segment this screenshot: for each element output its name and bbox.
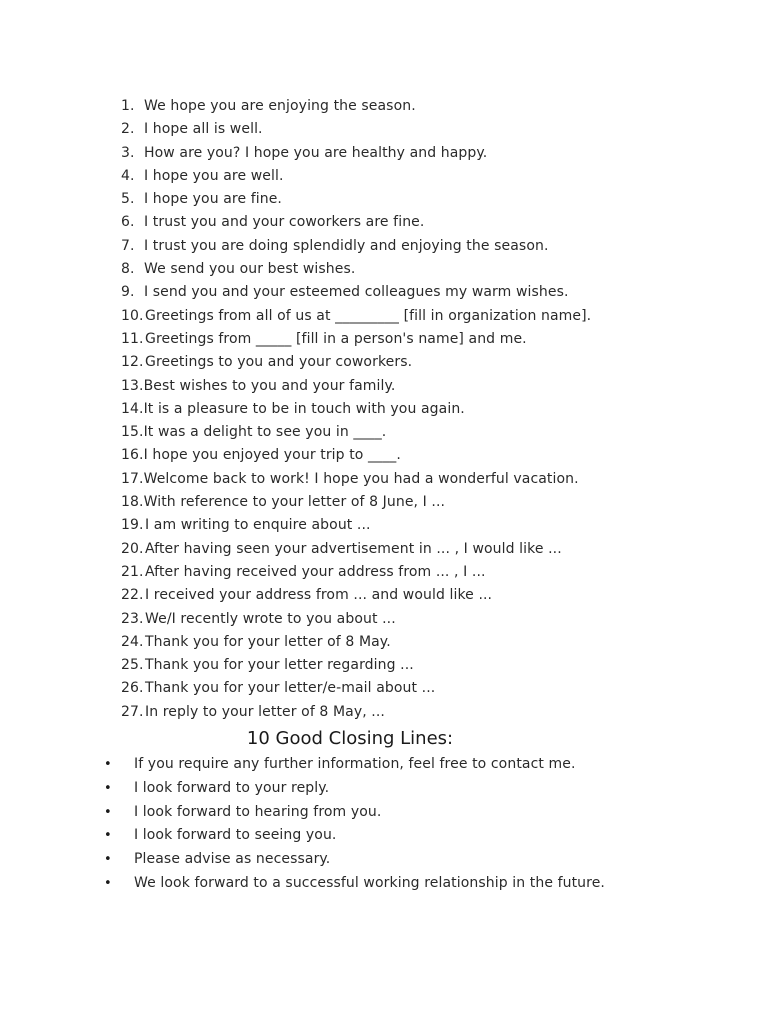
item-text: Best wishes to you and your family. [143, 377, 396, 394]
item-text: Thank you for your letter of 8 May. [145, 633, 391, 650]
item-number: 20. [121, 540, 144, 557]
item-text: I hope you are well. [144, 167, 284, 184]
opening-lines-list [121, 95, 741, 724]
item-text: If you require any further information, feel free to contact me. [134, 756, 576, 772]
list-item [121, 701, 741, 724]
item-text: I send you and your esteemed colleagues my warm wishes. [144, 284, 569, 301]
list-item [121, 398, 741, 421]
item-text: It was a delight to see you in ____. [143, 424, 387, 441]
list-item [121, 328, 741, 351]
list-item [104, 872, 744, 896]
item-number: 1. [121, 98, 135, 114]
item-number: 4. [121, 167, 135, 184]
item-text: Welcome back to work! I hope you had a wonderful vacation. [143, 470, 579, 487]
item-number: 17. [121, 470, 144, 487]
item-text: Greetings from all of us at _________ [fill in organization name]. [145, 307, 592, 324]
bullet-icon: • [104, 780, 112, 796]
item-number: 23. [121, 610, 144, 627]
item-number: 26. [121, 680, 144, 697]
item-text: How are you? I hope you are healthy and happy. [144, 144, 488, 161]
bullet-icon: • [104, 828, 112, 844]
list-item [121, 538, 741, 561]
list-item [121, 351, 741, 374]
item-number: 19. [121, 517, 144, 534]
item-number: 5. [121, 191, 135, 208]
item-number: 8. [121, 261, 135, 278]
list-item [121, 491, 741, 514]
list-item [104, 777, 744, 801]
list-item [121, 631, 741, 654]
list-item [121, 375, 741, 398]
bullet-icon: • [104, 852, 112, 868]
item-number: 15. [121, 424, 144, 441]
item-number: 10. [121, 307, 144, 324]
list-item [121, 677, 741, 700]
item-text: We/I recently wrote to you about ... [145, 610, 396, 627]
list-item [121, 142, 741, 165]
item-number: 13. [121, 377, 144, 394]
item-number: 2. [121, 121, 135, 138]
list-item [121, 211, 741, 234]
list-item [121, 584, 741, 607]
list-item [104, 801, 744, 825]
list-item [104, 824, 744, 848]
item-number: 11. [121, 330, 144, 347]
item-text: With reference to your letter of 8 June, I ... [143, 494, 446, 511]
item-text: In reply to your letter of 8 May, ... [145, 703, 385, 720]
item-number: 18. [121, 494, 144, 511]
item-number: 6. [121, 214, 135, 231]
item-number: 14. [121, 400, 144, 417]
item-text: I hope all is well. [144, 121, 263, 138]
item-text: After having received your address from ... , I ... [145, 563, 486, 580]
bullet-icon: • [104, 875, 112, 891]
item-text: Greetings from _____ [fill in a person's name] and me. [145, 330, 527, 347]
list-item [121, 258, 741, 281]
item-number: 3. [121, 144, 135, 161]
item-text: Thank you for your letter/e-mail about ... [145, 680, 436, 697]
item-text: I trust you are doing splendidly and enjoying the season. [144, 237, 549, 254]
item-text: It is a pleasure to be in touch with you again. [143, 400, 465, 417]
item-text: I am writing to enquire about ... [145, 517, 371, 534]
item-number: 16. [121, 447, 144, 464]
item-text: I trust you and your coworkers are fine. [144, 214, 425, 231]
item-number: 7. [121, 237, 135, 254]
item-text: We hope you are enjoying the season. [144, 98, 416, 114]
item-number: 25. [121, 657, 144, 674]
list-item [121, 188, 741, 211]
list-item [121, 608, 741, 631]
list-item [121, 654, 741, 677]
closing-lines-heading: 10 Good Closing Lines: [246, 728, 454, 749]
item-number: 22. [121, 587, 144, 604]
item-text: I hope you are fine. [144, 191, 282, 208]
item-text: Thank you for your letter regarding ... [145, 657, 414, 674]
list-item [121, 118, 741, 141]
list-item [121, 561, 741, 584]
list-item [104, 753, 744, 777]
bullet-icon: • [104, 757, 112, 772]
item-number: 21. [121, 563, 144, 580]
item-text: I look forward to hearing from you. [134, 803, 382, 820]
item-text: Greetings to you and your coworkers. [145, 354, 413, 371]
item-text: I hope you enjoyed your trip to ____. [143, 447, 401, 464]
list-item [121, 468, 741, 491]
list-item [104, 848, 744, 872]
item-text: After having seen your advertisement in ... , I would like ... [145, 540, 562, 557]
item-number: 24. [121, 633, 144, 650]
list-item [121, 514, 741, 537]
item-text: We send you our best wishes. [144, 261, 356, 278]
item-text: Please advise as necessary. [134, 851, 331, 868]
list-item [121, 444, 741, 467]
list-item [121, 235, 741, 258]
list-item [121, 95, 741, 118]
item-number: 12. [121, 354, 144, 371]
item-text: We look forward to a successful working relationship in the future. [134, 874, 605, 891]
item-text: I look forward to seeing you. [134, 827, 337, 844]
item-number: 9. [121, 284, 135, 301]
bullet-icon: • [104, 804, 112, 820]
item-number: 27. [121, 703, 144, 720]
list-item [121, 421, 741, 444]
item-text: I received your address from ... and would like ... [145, 587, 493, 604]
list-item [121, 305, 741, 328]
list-item [121, 281, 741, 304]
closing-lines-list [104, 753, 744, 896]
list-item [121, 165, 741, 188]
item-text: I look forward to your reply. [134, 779, 330, 796]
